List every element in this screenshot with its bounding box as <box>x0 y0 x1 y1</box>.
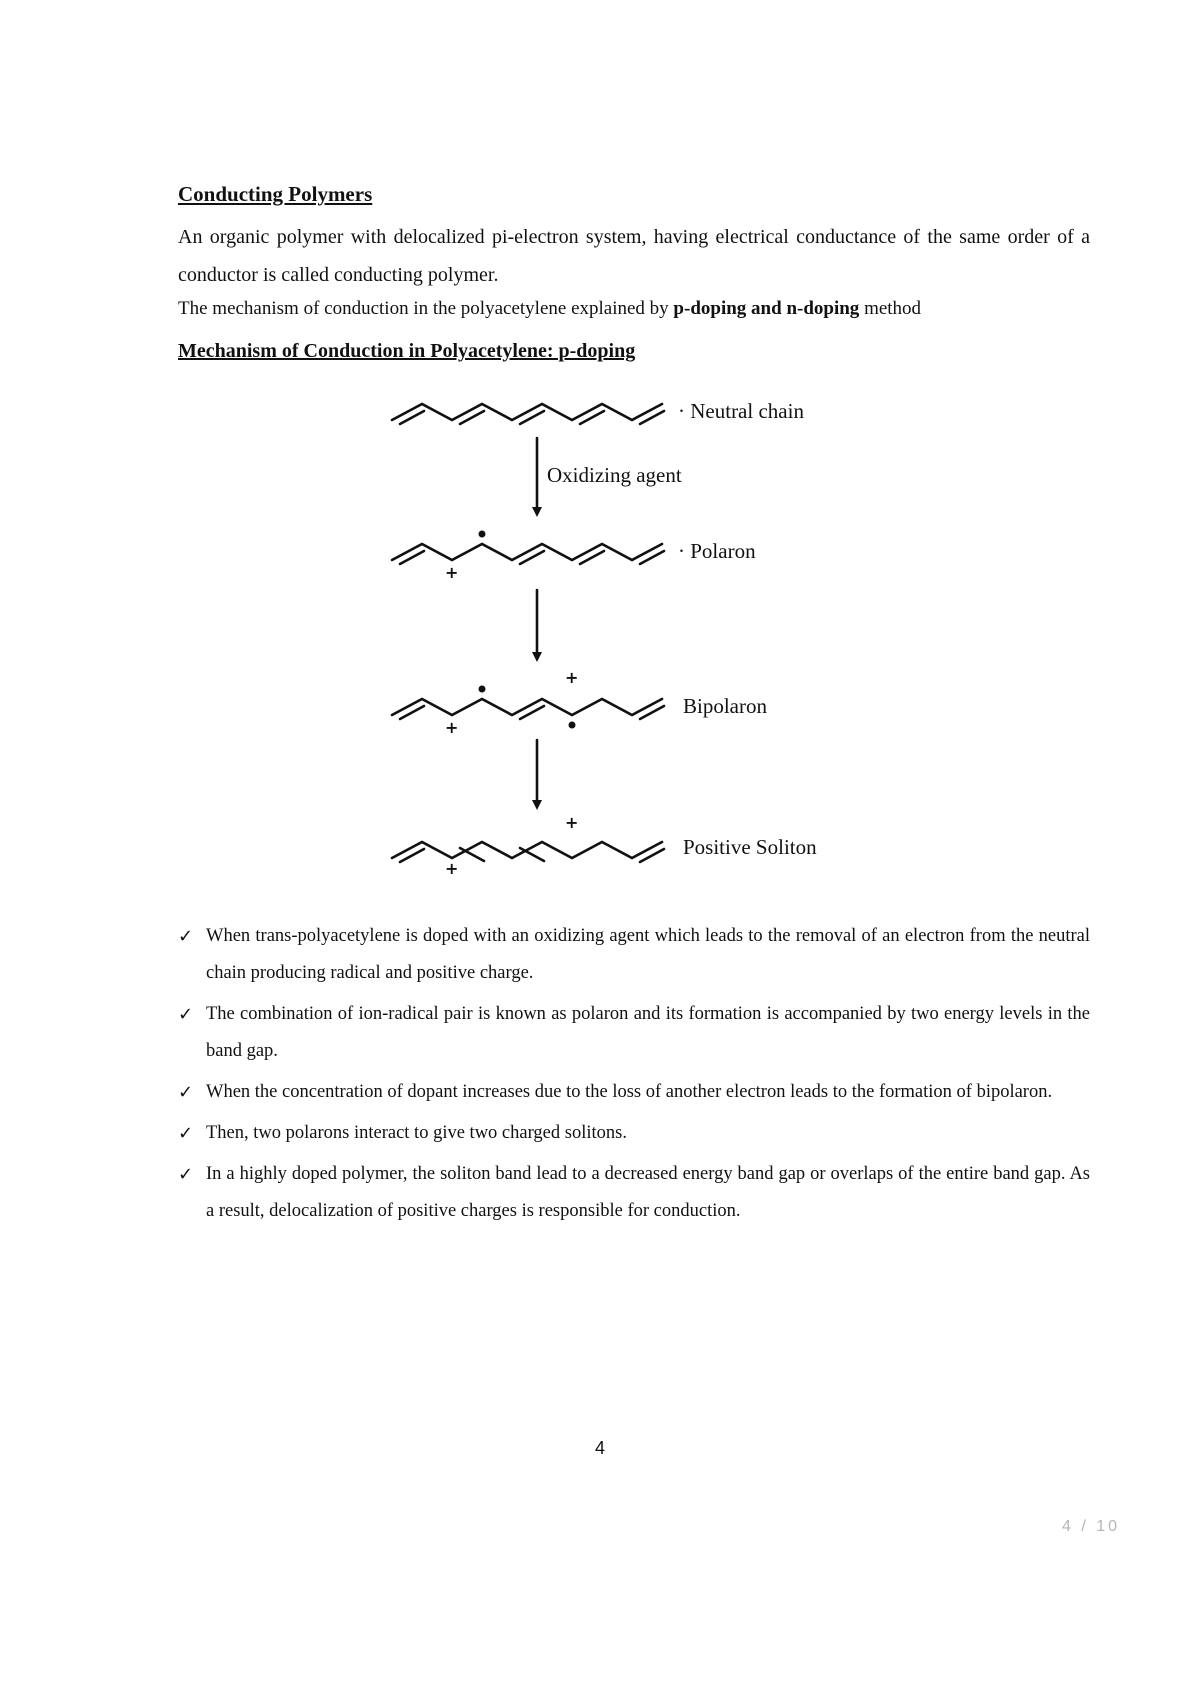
bullet-text: Then, two polarons interact to give two charged solitons. <box>206 1123 627 1143</box>
oxidation-arrow <box>532 438 542 517</box>
positive-charge: + <box>565 813 579 832</box>
polaron-chain <box>392 531 664 565</box>
intro-text: The mechanism of conduction in the polyacetylene explained by <box>178 298 674 319</box>
polaron-label: · Polaron <box>678 539 756 563</box>
positive-charge: + <box>445 859 459 878</box>
oxidizing-agent-label: Oxidizing agent <box>547 463 682 487</box>
section-title: Conducting Polymers <box>178 182 373 206</box>
radical-dot <box>479 531 486 538</box>
bullet-text: The combination of ion-radical pair is known as polaron and its formation is accompanied by two energy levels in the band gap. <box>206 1004 1090 1061</box>
bullet-text: When trans-polyacetylene is doped with an oxidizing agent which leads to the removal of an electron from the neutral chain producing radical and positive charge. <box>206 926 1090 983</box>
reaction-arrow-3 <box>532 740 542 810</box>
soliton-chain <box>392 842 664 862</box>
bullet-text: When the concentration of dopant increases due to the loss of another electron leads to the formation of bipolaron. <box>206 1082 1053 1102</box>
check-icon: ✓ <box>178 1004 194 1025</box>
bipolaron-label: Bipolaron <box>683 694 767 718</box>
p-doping-term: p-doping <box>673 298 747 319</box>
radical-dot <box>569 722 576 729</box>
page-indicator: 4 / 10 <box>1061 1518 1120 1535</box>
n-doping-term: n-doping <box>786 298 860 319</box>
list-item <box>178 1115 1090 1152</box>
mechanism-intro-paragraph <box>178 296 1090 322</box>
list-item <box>178 1156 1090 1230</box>
definition-paragraph: An organic polymer with delocalized pi-electron system, having electrical conductance of the same order of a conductor is called conducting polymer. <box>178 226 1090 286</box>
list-item <box>178 918 1090 992</box>
positive-charge: + <box>445 563 459 582</box>
and-word: and <box>746 298 787 319</box>
positive-charge: + <box>445 718 459 737</box>
check-icon: ✓ <box>178 1164 194 1185</box>
check-icon: ✓ <box>178 926 194 947</box>
reaction-arrow-2 <box>532 590 542 662</box>
positive-charge: + <box>565 668 579 687</box>
page-number: 4 <box>594 1438 605 1458</box>
list-item <box>178 996 1090 1070</box>
p-doping-diagram <box>380 385 940 905</box>
mechanism-bullet-list <box>178 918 1090 1234</box>
list-item <box>178 1074 1090 1111</box>
positive-soliton-label: Positive Soliton <box>683 835 817 859</box>
bipolaron-chain <box>392 686 664 729</box>
mechanism-subtitle: Mechanism of Conduction in Polyacetylene: p-doping <box>178 340 636 362</box>
check-icon: ✓ <box>178 1123 194 1144</box>
bullet-text: In a highly doped polymer, the soliton band lead to a decreased energy band gap or overlaps of the entire band gap. As a result, delocalization of positive charges is responsible for conduction. <box>206 1164 1090 1221</box>
method-word: method <box>859 298 922 319</box>
radical-dot <box>479 686 486 693</box>
neutral-chain <box>392 404 664 424</box>
neutral-chain-label: · Neutral chain <box>678 399 804 423</box>
check-icon: ✓ <box>178 1082 194 1103</box>
